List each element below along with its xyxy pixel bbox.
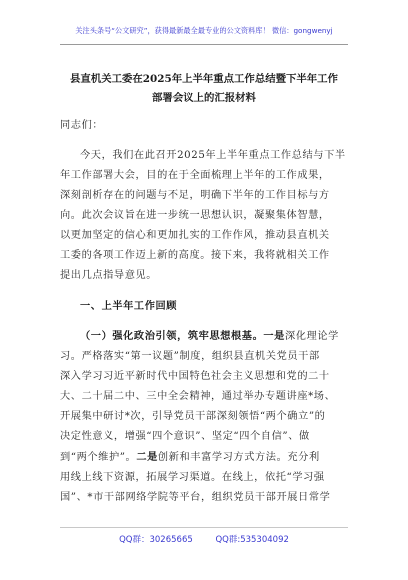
salutation: 同志们： [60, 120, 104, 131]
title-line-2: 部署会议上的汇报材料 [152, 92, 256, 104]
body-line: 深入学习习近平新时代中国特色社会主义思想和党的二十 [60, 371, 330, 382]
body-line: 大、二十届二中、三中全会精神，通过举办专题讲座*场、 [60, 391, 336, 402]
footer-qq-group-1: QQ群：30265665 [119, 535, 193, 545]
footer-divider [60, 527, 348, 528]
intro-line: 以更加坚定的信心和更加扎实的工作作风，推动县直机关 [60, 230, 330, 241]
footer [0, 533, 408, 545]
intro-line: 深刻剖析存在的问题与不足，明确下半年的工作目标与方 [60, 190, 330, 201]
body-line: 习。严格落实“第一议题”制度，组织县直机关党员干部 [60, 351, 320, 362]
point-label: 一是 [263, 330, 285, 342]
document-body [60, 116, 348, 508]
intro-line: 提出几点指导意见。 [60, 270, 158, 281]
body-line [60, 447, 348, 468]
header-banner: 关注头条号“公文研究”，获得最新最全最专业的公文资料库！ 微信：gongwenyj [75, 26, 333, 35]
intro-line: 向。此次会议旨在进一步统一思想认识，凝聚集体智慧， [60, 210, 330, 221]
body-line: 用线上线下资源，拓展学习渠道。在线上，依托“学习强 [60, 472, 325, 483]
section-heading: 一、上半年工作回顾 [80, 300, 178, 312]
body-line: 决定性意义，增强“四个意识”、坚定“四个自信”、做 [60, 431, 310, 442]
document-title [60, 70, 348, 108]
footer-qq-group-2: QQ群:535304092 [215, 535, 289, 545]
point-label: 二是 [136, 451, 158, 463]
body-line: 开展集中研讨*次，引导党员干部深刻领悟“两个确立”的 [60, 411, 326, 422]
intro-line: 年工作部署大会，目的在于全面梳理上半年的工作成果， [60, 170, 330, 181]
subsection-line [60, 326, 348, 347]
subsection-label: （一）强化政治引领，筑牢思想根基。 [80, 330, 264, 342]
header-divider [60, 44, 348, 45]
intro-line: 今天，我们在此召开2025年上半年重点工作总结与下半 [80, 150, 346, 161]
point-text: 深化理论学 [284, 331, 339, 342]
body-line: 国”、*市干部网络学院等平台，组织党员干部开展日常学 [60, 492, 331, 503]
point-text: 到“两个维护”。 [60, 452, 137, 463]
point-text: 创新和丰富学习方式方法。充分利 [157, 452, 320, 463]
title-line-1: 县直机关工委在2025年上半年重点工作总结暨下半年工作 [70, 73, 338, 85]
intro-line: 工委的各项工作迈上新的高度。接下来，我将就相关工作 [60, 250, 330, 261]
